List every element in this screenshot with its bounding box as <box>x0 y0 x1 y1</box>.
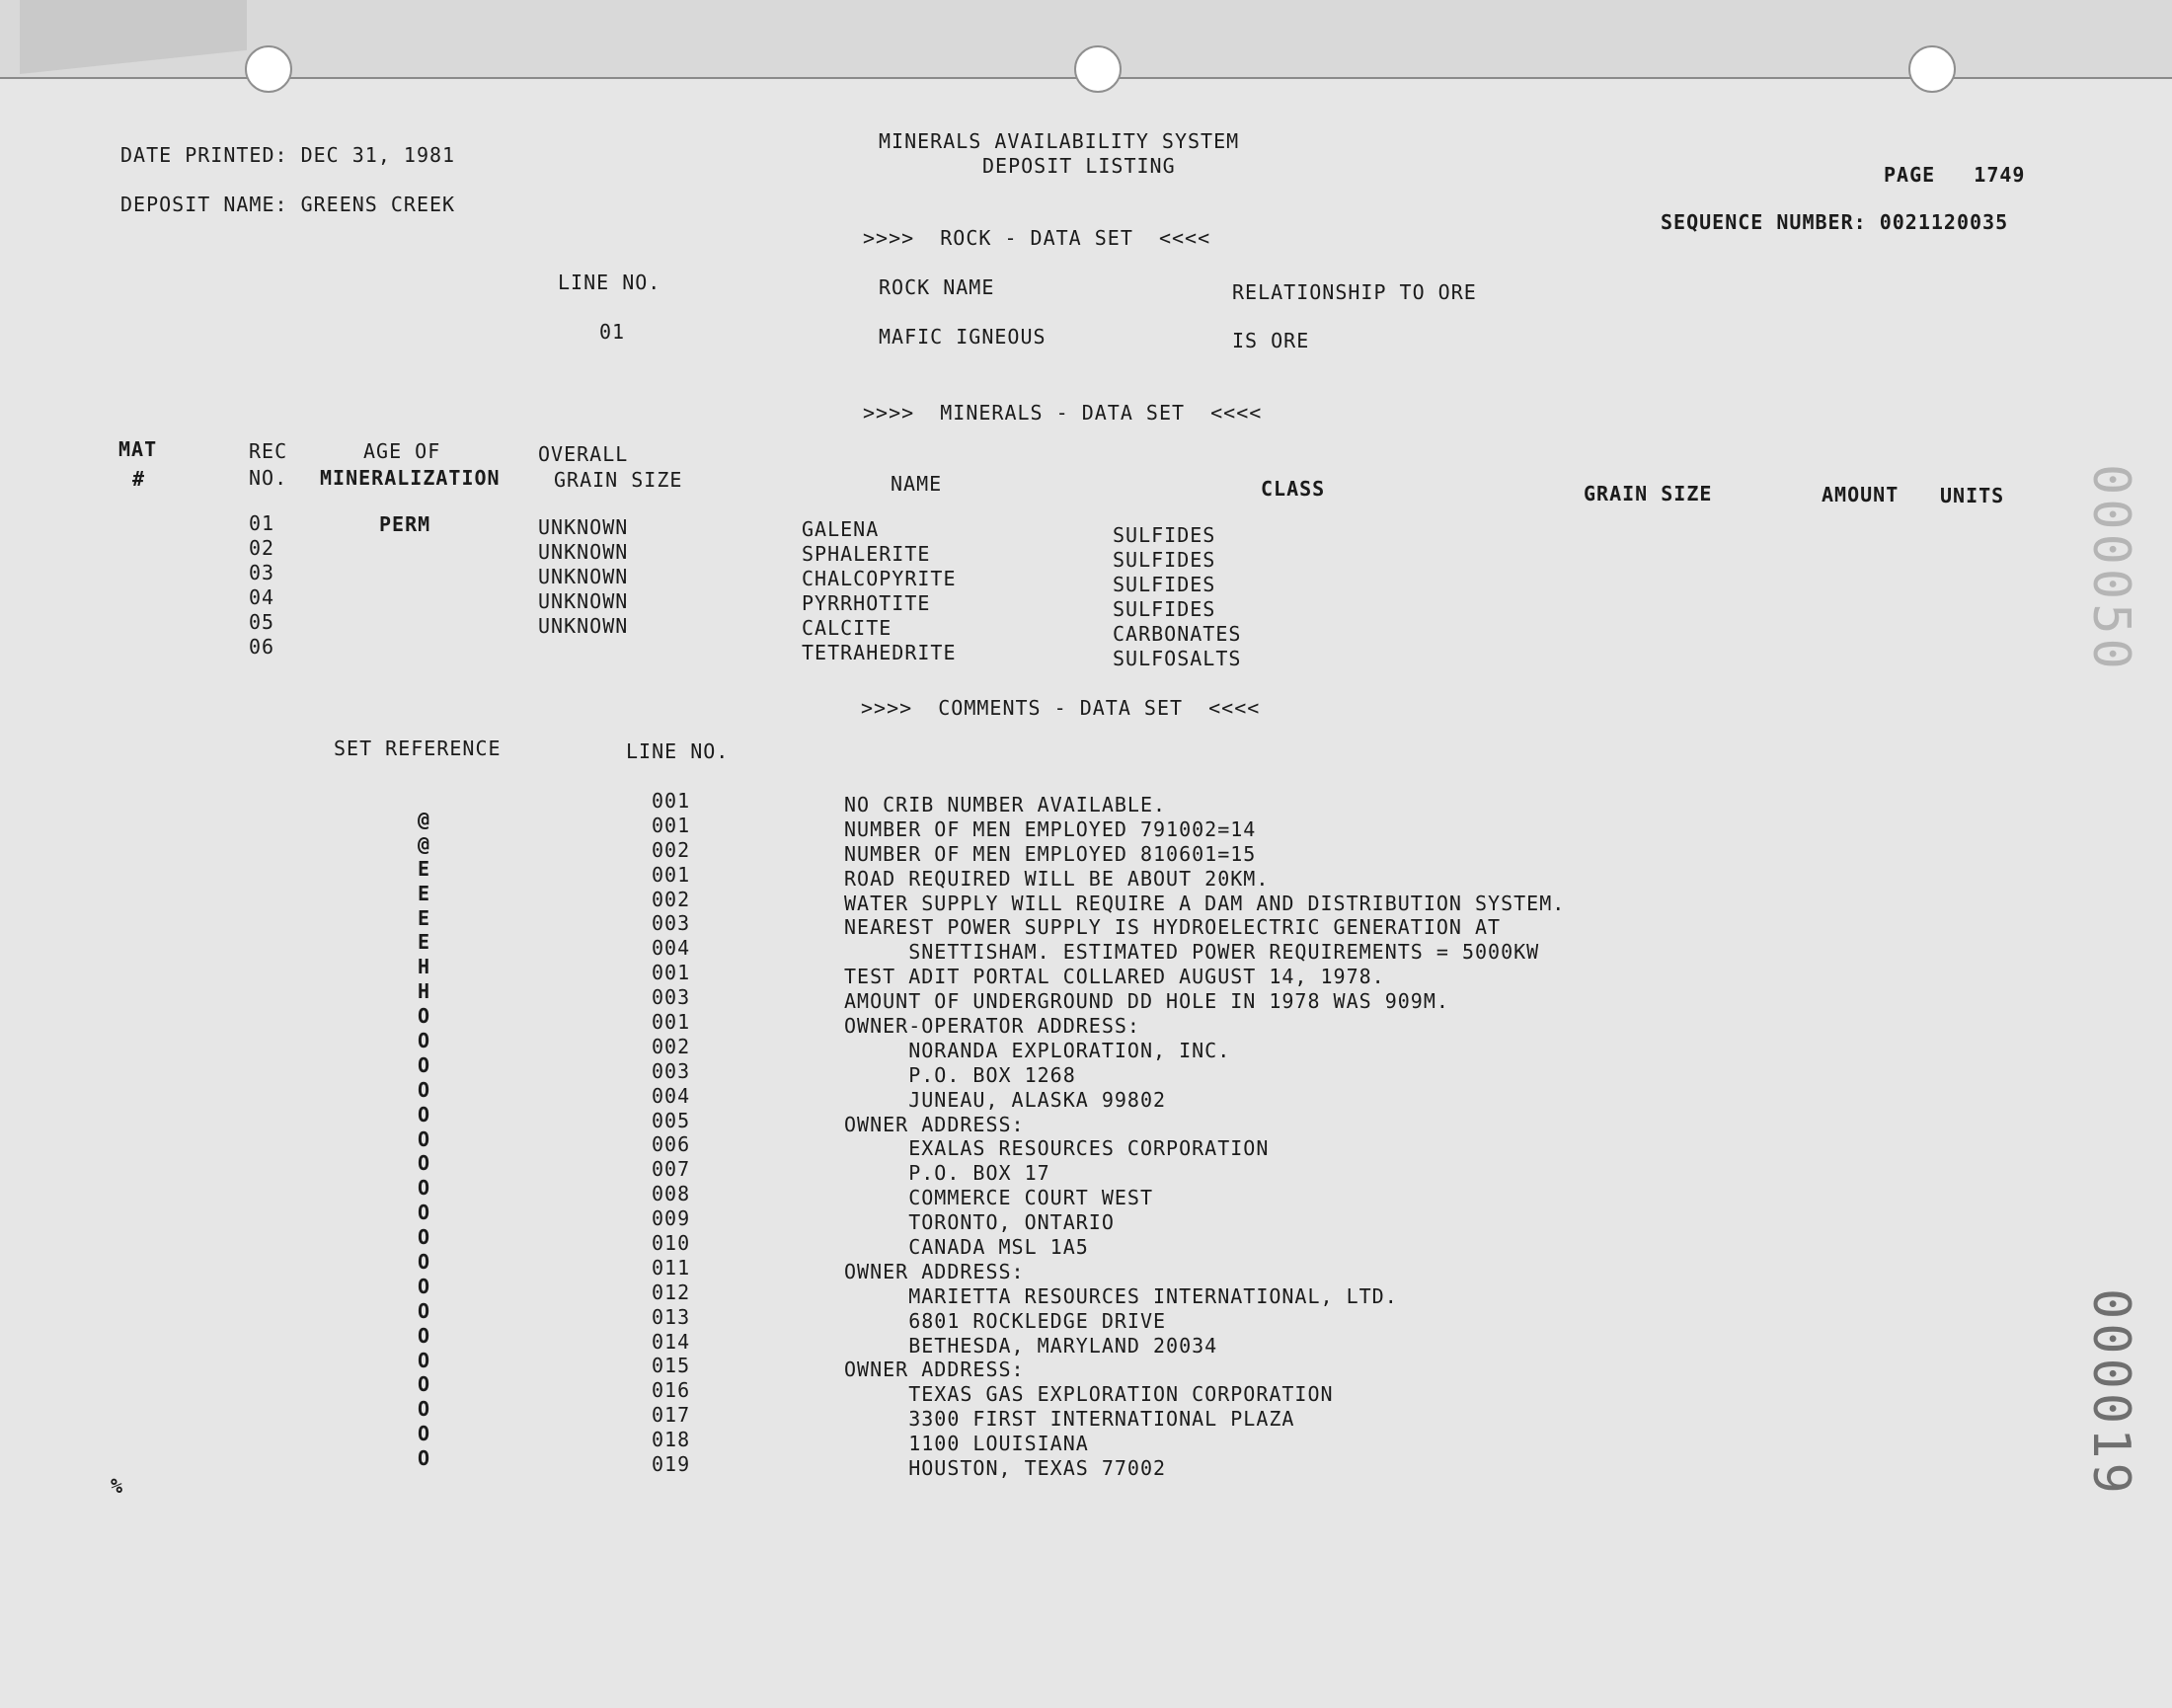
set-reference: O <box>418 1250 431 1275</box>
comment-text: 1100 LOUISIANA <box>844 1432 1089 1456</box>
grain-size-value: UNKNOWN <box>538 614 629 638</box>
grain-size-value: UNKNOWN <box>538 589 629 613</box>
header-overall: OVERALL <box>538 442 629 466</box>
comment-line-no: 006 <box>652 1132 691 1157</box>
set-reference: O <box>418 1029 431 1053</box>
listing-title: DEPOSIT LISTING <box>982 154 1176 178</box>
header-mat: MAT <box>118 437 158 461</box>
set-reference: @ <box>418 808 431 831</box>
stamp-lower: 000019 <box>2081 1288 2140 1498</box>
comment-line-no: 014 <box>652 1329 691 1354</box>
rec-number: 01 <box>249 511 275 535</box>
comment-text: JUNEAU, ALASKA 99802 <box>844 1087 1167 1112</box>
folded-corner <box>20 0 247 74</box>
header-amount: AMOUNT <box>1822 483 1900 506</box>
mineral-name: CHALCOPYRITE <box>802 567 957 590</box>
set-reference: O <box>418 1274 431 1298</box>
comment-line-no: 011 <box>652 1255 691 1280</box>
mineral-name-column <box>802 517 957 665</box>
mineral-class: SULFIDES <box>1113 597 1216 621</box>
header-no: NO. <box>249 466 288 490</box>
comment-line-no: 005 <box>652 1108 691 1132</box>
header-set-reference: SET REFERENCE <box>334 737 502 760</box>
date-printed: DATE PRINTED: DEC 31, 1981 <box>120 143 456 167</box>
rec-number: 06 <box>249 635 275 659</box>
grain-size-column <box>538 515 628 639</box>
mineral-class: SULFIDES <box>1113 573 1216 596</box>
comment-text: NUMBER OF MEN EMPLOYED 791002=14 <box>844 816 1257 841</box>
mineral-name: SPHALERITE <box>802 542 931 566</box>
comment-text: AMOUNT OF UNDERGROUND DD HOLE IN 1978 WAS 909M. <box>844 989 1449 1014</box>
rock-row-name: MAFIC IGNEOUS <box>879 325 1047 349</box>
comments-section-title: >>>> COMMENTS - DATA SET <<<< <box>861 696 1261 720</box>
footer-percent-mark: % <box>111 1474 124 1498</box>
set-reference: O <box>418 1102 431 1126</box>
stamp-upper: 000050 <box>2081 464 2140 673</box>
set-reference: O <box>418 1298 431 1323</box>
comment-line-no: 001 <box>652 961 691 985</box>
set-reference: O <box>418 1052 431 1077</box>
set-reference: O <box>418 1323 431 1348</box>
comment-line-no: 002 <box>652 1034 691 1058</box>
comment-text: NUMBER OF MEN EMPLOYED 810601=15 <box>844 841 1257 866</box>
comment-line-no: 018 <box>652 1428 691 1452</box>
comment-line-no: 001 <box>652 862 691 887</box>
set-reference: O <box>418 1126 431 1151</box>
comment-line-no: 004 <box>652 936 691 961</box>
minerals-section-title: >>>> MINERALS - DATA SET <<<< <box>863 401 1263 425</box>
mineral-name: PYRRHOTITE <box>802 591 931 615</box>
header-class: CLASS <box>1261 477 1326 501</box>
mineral-class: CARBONATES <box>1113 622 1242 646</box>
deposit-name: DEPOSIT NAME: GREENS CREEK <box>120 193 456 216</box>
rock-row-line-no: 01 <box>599 320 626 344</box>
mineral-class: SULFIDES <box>1113 548 1216 572</box>
set-reference: O <box>418 1004 431 1029</box>
header-grain-size: GRAIN SIZE <box>554 468 683 492</box>
comment-line-no: 012 <box>652 1280 691 1304</box>
rock-row-relationship: IS ORE <box>1232 329 1310 352</box>
comment-text: WATER SUPPLY WILL REQUIRE A DAM AND DISTRIBUTION SYSTEM. <box>844 891 1566 915</box>
mineral-class: SULFOSALTS <box>1113 647 1242 670</box>
comment-text: OWNER ADDRESS: <box>844 1358 1025 1382</box>
comment-text: NEAREST POWER SUPPLY IS HYDROELECTRIC GENERATION AT <box>844 915 1502 940</box>
comment-text: SNETTISHAM. ESTIMATED POWER REQUIREMENTS = 5000KW <box>844 940 1540 965</box>
comment-line-no-column <box>652 789 690 1477</box>
mineral-name: TETRAHEDRITE <box>802 641 957 664</box>
comment-text: ROAD REQUIRED WILL BE ABOUT 20KM. <box>844 866 1270 891</box>
comment-line-no: 010 <box>652 1231 691 1256</box>
mineral-name: CALCITE <box>802 616 892 640</box>
comment-line-no: 001 <box>652 789 691 813</box>
comment-line-no: 003 <box>652 1058 691 1083</box>
set-reference: @ <box>418 831 431 856</box>
grain-size-value: UNKNOWN <box>538 565 629 588</box>
comment-line-no: 001 <box>652 813 691 837</box>
set-reference: O <box>418 1151 431 1176</box>
comment-text: BETHESDA, MARYLAND 20034 <box>844 1333 1218 1358</box>
system-title: MINERALS AVAILABILITY SYSTEM <box>879 129 1240 153</box>
header-units: UNITS <box>1940 484 2005 507</box>
set-reference-column <box>418 808 430 1471</box>
comment-line-no: 002 <box>652 837 691 862</box>
comment-text: OWNER ADDRESS: <box>844 1259 1025 1283</box>
set-reference: O <box>418 1397 431 1422</box>
rock-section-title: >>>> ROCK - DATA SET <<<< <box>863 226 1211 250</box>
comment-line-no: 008 <box>652 1182 691 1206</box>
set-reference: O <box>418 1176 431 1201</box>
comment-text: TEST ADIT PORTAL COLLARED AUGUST 14, 1978. <box>844 965 1385 989</box>
comment-text: OWNER ADDRESS: <box>844 1112 1025 1136</box>
punch-hole-center <box>1074 45 1122 93</box>
comment-text: OWNER-OPERATOR ADDRESS: <box>844 1014 1140 1039</box>
set-reference: E <box>418 930 431 955</box>
mineral-class-column <box>1113 523 1241 671</box>
set-reference: H <box>418 979 431 1004</box>
rec-number: 02 <box>249 536 275 560</box>
set-reference: E <box>418 905 431 930</box>
set-reference: E <box>418 856 431 881</box>
grain-size-value: UNKNOWN <box>538 515 629 539</box>
comment-line-no: 007 <box>652 1157 691 1182</box>
comment-text: TEXAS GAS EXPLORATION CORPORATION <box>844 1382 1334 1407</box>
punch-hole-right <box>1908 45 1956 93</box>
set-reference: O <box>418 1422 431 1446</box>
comment-text: COMMERCE COURT WEST <box>844 1186 1153 1210</box>
comment-text: TORONTO, ONTARIO <box>844 1210 1115 1235</box>
comment-line-no: 001 <box>652 1010 691 1035</box>
rock-header-rock-name: ROCK NAME <box>879 275 995 299</box>
sequence-number: SEQUENCE NUMBER: 0021120035 <box>1661 210 2009 234</box>
grain-size-value: UNKNOWN <box>538 540 629 564</box>
comment-line-no: 019 <box>652 1452 691 1477</box>
set-reference: O <box>418 1446 431 1471</box>
comment-text: NORANDA EXPLORATION, INC. <box>844 1038 1231 1062</box>
rock-header-relationship: RELATIONSHIP TO ORE <box>1232 280 1477 304</box>
set-reference: H <box>418 955 431 979</box>
comment-text-column <box>844 793 1565 1481</box>
comment-text: CANADA MSL 1A5 <box>844 1235 1089 1260</box>
comment-text: 6801 ROCKLEDGE DRIVE <box>844 1308 1167 1333</box>
rec-number: 05 <box>249 610 275 634</box>
header-name: NAME <box>891 472 943 496</box>
rec-number-column <box>249 511 274 660</box>
header-age-of: AGE OF <box>363 439 441 463</box>
comment-line-no: 002 <box>652 887 691 911</box>
rec-number: 03 <box>249 561 275 584</box>
header-mineralization: MINERALIZATION <box>320 466 501 490</box>
set-reference: O <box>418 1372 431 1397</box>
comment-line-no: 017 <box>652 1403 691 1428</box>
comment-line-no: 003 <box>652 985 691 1010</box>
header-mat-hash: # <box>132 467 146 491</box>
punch-hole-left <box>245 45 292 93</box>
set-reference: E <box>418 881 431 905</box>
comment-text: NO CRIB NUMBER AVAILABLE. <box>844 793 1167 816</box>
set-reference: O <box>418 1225 431 1250</box>
comment-text: MARIETTA RESOURCES INTERNATIONAL, LTD. <box>844 1283 1398 1308</box>
comment-text: P.O. BOX 17 <box>844 1161 1050 1186</box>
comment-text: 3300 FIRST INTERNATIONAL PLAZA <box>844 1407 1295 1432</box>
comment-text: EXALAS RESOURCES CORPORATION <box>844 1136 1270 1161</box>
comment-line-no: 013 <box>652 1304 691 1329</box>
header-grain-size-right: GRAIN SIZE <box>1584 482 1713 505</box>
rock-header-line-no: LINE NO. <box>558 271 661 294</box>
mineral-class: SULFIDES <box>1113 523 1216 547</box>
comment-line-no: 004 <box>652 1083 691 1108</box>
comment-line-no: 015 <box>652 1354 691 1378</box>
header-comment-line-no: LINE NO. <box>626 739 730 763</box>
mineralization-age: PERM <box>379 512 431 536</box>
comment-text: P.O. BOX 1268 <box>844 1062 1076 1087</box>
set-reference: O <box>418 1077 431 1102</box>
set-reference: O <box>418 1201 431 1225</box>
comment-line-no: 003 <box>652 911 691 936</box>
rec-number: 04 <box>249 585 275 609</box>
header-rec: REC <box>249 439 288 463</box>
page-number: PAGE 1749 <box>1884 163 2026 187</box>
mineral-name: GALENA <box>802 517 880 541</box>
set-reference: O <box>418 1348 431 1372</box>
comment-line-no: 009 <box>652 1206 691 1231</box>
comment-line-no: 016 <box>652 1378 691 1403</box>
comment-text: HOUSTON, TEXAS 77002 <box>844 1456 1167 1481</box>
